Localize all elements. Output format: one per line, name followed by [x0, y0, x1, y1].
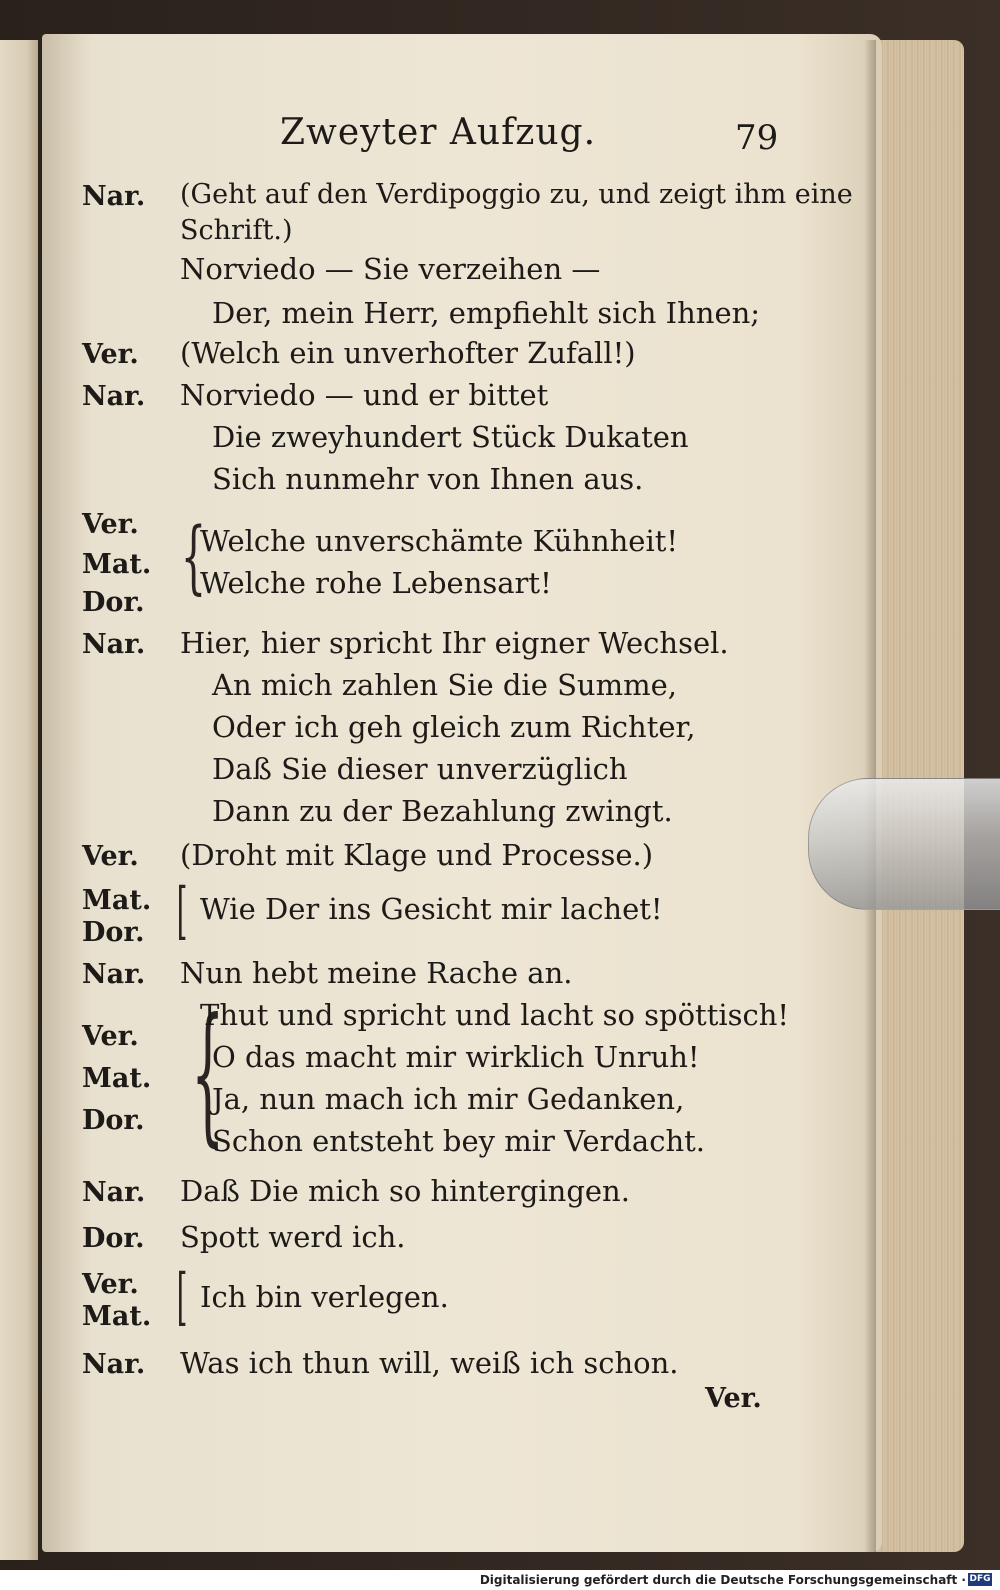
text-line: Thut und spricht und lacht so spöttisch!	[200, 998, 790, 1032]
brace-icon: {	[180, 510, 207, 603]
speaker-label: Dor.	[82, 587, 145, 618]
catchword: Ver.	[705, 1383, 762, 1414]
speaker-label: Ver.	[82, 509, 139, 540]
text-line: Daß Die mich so hintergingen.	[180, 1174, 630, 1208]
text-line: An mich zahlen Sie die Summe,	[212, 668, 677, 702]
text-line: (Welch ein unverhofter Zufall!)	[180, 336, 636, 370]
text-line: Daß Sie dieser unverzüglich	[212, 752, 628, 786]
speaker-label: Ver.	[82, 841, 139, 872]
speaker-label: Ver.	[82, 1269, 139, 1300]
page-holder-clip	[808, 778, 1000, 910]
text-line: Spott werd ich.	[180, 1220, 406, 1254]
text-line: Oder ich geh gleich zum Richter,	[212, 710, 696, 744]
text-line: Sich nunmehr von Ihnen aus.	[212, 462, 644, 496]
speaker-label: Mat.	[82, 549, 152, 580]
text-line: Norviedo — und er bittet	[180, 378, 549, 412]
speaker-label: Mat.	[82, 1301, 152, 1332]
speaker-label: Nar.	[82, 381, 146, 412]
speaker-label: Nar.	[82, 181, 146, 212]
text-line: Welche rohe Lebensart!	[200, 566, 552, 600]
text-line: Schrift.)	[180, 215, 293, 246]
speaker-label: Nar.	[82, 629, 146, 660]
speaker-label: Nar.	[82, 1177, 146, 1208]
text-line: Die zweyhundert Stück Dukaten	[212, 420, 689, 454]
text-line: Ich bin verlegen.	[200, 1280, 449, 1314]
left-page-edge	[0, 40, 38, 1560]
text-line: Ja, nun mach ich mir Gedanken,	[212, 1082, 685, 1116]
text-line: Welche unverschämte Kühnheit!	[200, 524, 679, 558]
text-line: Hier, hier spricht Ihr eigner Wechsel.	[180, 626, 729, 660]
speaker-label: Dor.	[82, 917, 145, 948]
speaker-label: Ver.	[82, 339, 139, 370]
text-line: Schon entsteht bey mir Verdacht.	[212, 1124, 706, 1158]
text-line: (Geht auf den Verdipoggio zu, und zeigt ihm eine	[180, 179, 853, 210]
text-line: Der, mein Herr, empfiehlt sich Ihnen;	[212, 296, 761, 330]
speaker-label: Mat.	[82, 885, 152, 916]
running-header: Zweyter Aufzug.	[280, 112, 597, 153]
text-line: Was ich thun will, weiß ich schon.	[180, 1346, 679, 1380]
speaker-label: Dor.	[82, 1105, 145, 1136]
speaker-label: Dor.	[82, 1223, 145, 1254]
footer-bar	[0, 1570, 1000, 1590]
text-line: O das macht mir wirklich Unruh!	[212, 1040, 700, 1074]
speaker-label: Nar.	[82, 1349, 146, 1380]
speaker-label: Nar.	[82, 959, 146, 990]
brace-icon: [	[176, 1260, 188, 1333]
brace-icon: [	[176, 874, 188, 947]
speaker-label: Mat.	[82, 1063, 152, 1094]
text-line: Norviedo — Sie verzeihen —	[180, 252, 601, 286]
dfg-logo-icon: DFG	[969, 1574, 991, 1584]
brace-icon: {	[191, 987, 225, 1161]
funding-notice: Digitalisierung gefördert durch die Deutsche Forschungsgemeinschaft ·	[479, 1573, 966, 1587]
page-number: 79	[735, 118, 779, 158]
speaker-label: Ver.	[82, 1021, 139, 1052]
text-line: Nun hebt meine Rache an.	[180, 956, 573, 990]
text-line: Wie Der ins Gesicht mir lachet!	[200, 892, 663, 926]
text-line: Dann zu der Bezahlung zwingt.	[212, 794, 673, 828]
text-line: (Droht mit Klage und Processe.)	[180, 838, 654, 872]
